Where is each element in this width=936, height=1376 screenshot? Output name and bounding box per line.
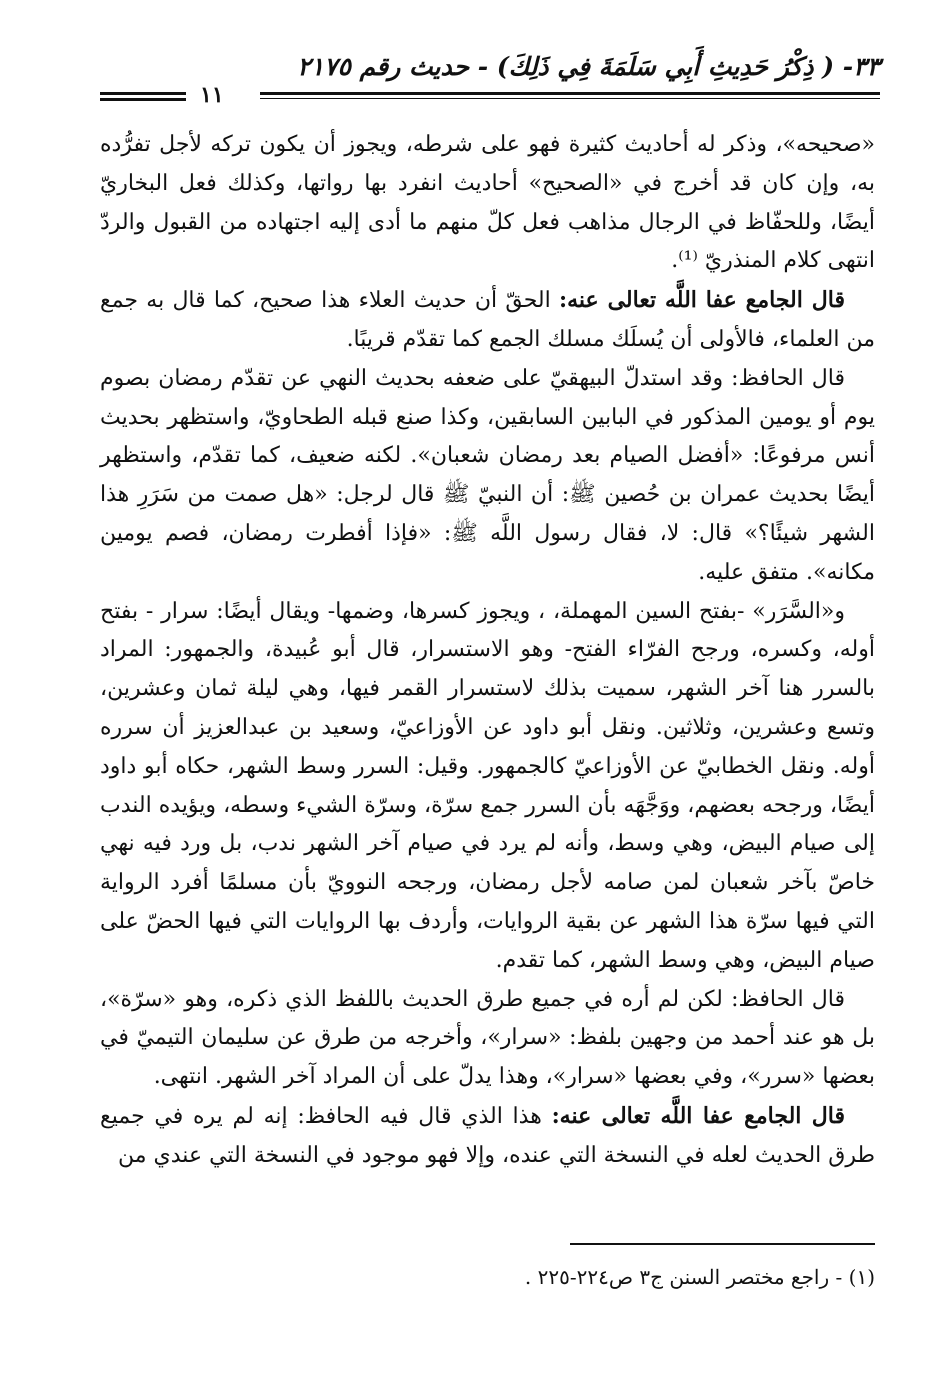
header-rule-thick — [260, 92, 880, 95]
paragraph-1 — [100, 126, 875, 281]
paragraph-1-text: «صحيحه»، وذكر له أحاديث كثيرة فهو على شرطه، ويجوز أن يكون تركه لأجل تفرُّده به، وإن كان قد أخرج في «الصحيح» أحاديث انفرد بها رواتها، وكذلك فعل البخاريّ أيضًا، وللحفّاظ في الرجال مذاهب فعل كلّ منهم ما أدى إليه اجتهاده من القبول والردّ انتهى كلام المنذريّ ⁽¹⁾. — [100, 132, 875, 274]
paragraph-6-lead: قال الجامع عفا اللَّه تعالى عنه: — [551, 1102, 845, 1129]
paragraph-3-text: قال الحافظ: وقد استدلّ البيهقيّ على ضعفه بحديث النهي عن تقدّم رمضان بصوم يوم أو يومين المذكور في البابين السابقين، وكذا صنع قبله الطحاويّ، واستظهر بحديث أنس مرفوعًا: «أفضل الصيام بعد رمضان شعبان». لكنه ضعيف، كما تقدّم، واستظهر أيضًا بحديث عمران بن حُصين ﷺ: أن النبيّ ﷺ قال لرجل: «هل صمت من سَرَرِ هذا الشهر شيئًا؟» قال: لا، فقال رسول اللَّه ﷺ: «فإذا أفطرت رمضان، فصم يومين مكانه». متفق عليه. — [100, 365, 875, 585]
footnote: (١) - راجع مختصر السنن ج٣ ص٢٢٤-٢٢٥ . — [524, 1265, 875, 1289]
paragraph-5 — [100, 981, 875, 1097]
main-text — [100, 126, 875, 1176]
paragraph-2 — [100, 281, 875, 360]
footnote-separator — [570, 1243, 875, 1245]
paragraph-5-text: قال الحافظ: لكن لم أره في جميع طرق الحديث باللفظ الذي ذكره، وهو «سرّة»، بل هو عند أحمد من وجهين بلفظ: «سرار»، وأخرجه من طرق عن سليمان التيميّ في بعضها «سرر»، وفي بعضها «سرار»، وهذا يدلّ على أن المراد آخر الشهر. انتهى. — [100, 986, 875, 1090]
header-rule-left-bottom — [100, 98, 186, 101]
header-rule-left-top — [100, 92, 186, 95]
paragraph-6 — [100, 1097, 875, 1176]
running-header — [100, 52, 880, 108]
header-rule-thin — [260, 98, 880, 99]
header-title: ٣٣- ( ذِكْرُ حَدِيثِ أَبِي سَلَمَةَ فِي ذَلِكَ) - حديث رقم ٢١٧٥ — [297, 52, 880, 81]
paragraph-6-text: هذا الذي قال فيه الحافظ: إنه لم يره في جميع طرق الحديث لعله في النسخة التي عنده، وإلا فهو موجود في النسخة التي عندي من — [100, 1103, 875, 1168]
paragraph-4-text: و«السَّرَر» -بفتح السين المهملة، ، ويجوز كسرها، وضمها- ويقال أيضًا: سرار - بفتح أوله، وكسره، ورجح الفرّاء الفتح- وهو الاستسرار، قال أبو عُبيدة، والجمهور: المراد بالسرر هنا آخر الشهر، سميت بذلك لاستسرار القمر فيها، وهي ليلة ثمان وعشرين، وتسع وعشرين، وثلاثين. ونقل أبو داود عن الأوزاعيّ، وسعيد بن عبدالعزيز أن سرره أوله. ونقل الخطابيّ عن الأوزاعيّ كالجمهور. وقيل: السرر وسط الشهر، حكاه أبو داود أيضًا، ورجحه بعضهم، ووَجَّهَه بأن السرر جمع سرّة، وسرّة الشيء وسطه، ويؤيده الندب إلى صيام البيض، وهي وسط، وأنه لم يرد في صيام آخر الشهر ندب، بل ورد فيه نهي خاصّ بآخر شعبان لمن صامه لأجل رمضان، ورجحه النوويّ بأن مسلمًا أفرد الرواية التي فيها سرّة هذا الشهر عن بقية الروايات، وأردف بها الروايات التي فيها الحضّ على صيام البيض، وهي وسط الشهر، كما تقدم. — [100, 598, 875, 973]
paragraph-4 — [100, 593, 875, 981]
page-number: ١١ — [200, 82, 224, 108]
paragraph-3 — [100, 360, 875, 593]
paragraph-2-lead: قال الجامع عفا اللَّه تعالى عنه: — [559, 287, 845, 314]
paragraph-2-text: الحقّ أن حديث العلاء هذا صحيح، كما قال به جمع من العلماء، فالأولى أن يُسلَك مسلك الجمع كما تقدّم قريبًا. — [100, 288, 875, 352]
